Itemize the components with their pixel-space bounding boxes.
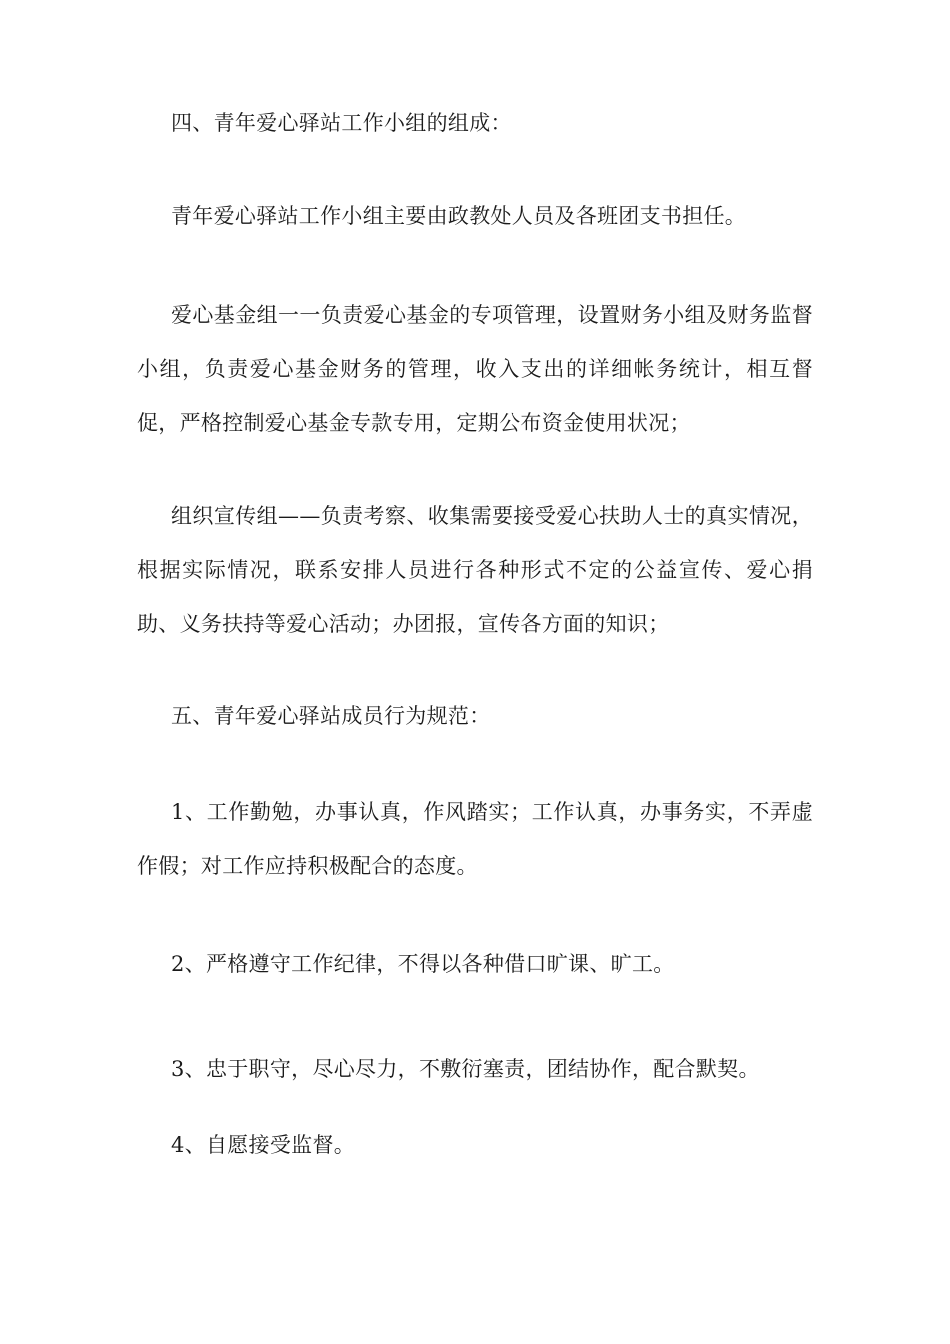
rule-item-1: 1、工作勤勉，办事认真，作风踏实；工作认真，办事务实，不弄虚作假；对工作应持积极配合的态度。 <box>137 800 813 878</box>
paragraph-group-composition: 青年爱心驿站工作小组主要由政教处人员及各班团支书担任。 <box>171 204 747 228</box>
section-heading-five: 五、青年爱心驿站成员行为规范： <box>171 704 491 728</box>
paragraph-publicity-group: 组织宣传组——负责考察、收集需要接受爱心扶助人士的真实情况，根据实际情况，联系安排人员进行各种形式不定的公益宣传、爱心捐助、义务扶持等爱心活动；办团报，宣传各方面的知识； <box>137 504 813 636</box>
paragraph-fund-group: 爱心基金组一一负责爱心基金的专项管理，设置财务小组及财务监督小组，负责爱心基金财务的管理，收入支出的详细帐务统计，相互督促，严格控制爱心基金专款专用，定期公布资金使用状况； <box>137 303 813 435</box>
section-heading-four: 四、青年爱心驿站工作小组的组成： <box>171 111 512 135</box>
rule-item-2: 2、严格遵守工作纪律，不得以各种借口旷课、旷工。 <box>171 952 675 976</box>
rule-item-3: 3、忠于职守，尽心尽力，不敷衍塞责，团结协作，配合默契。 <box>171 1057 760 1081</box>
rule-item-4: 4、自愿接受监督。 <box>171 1133 356 1157</box>
